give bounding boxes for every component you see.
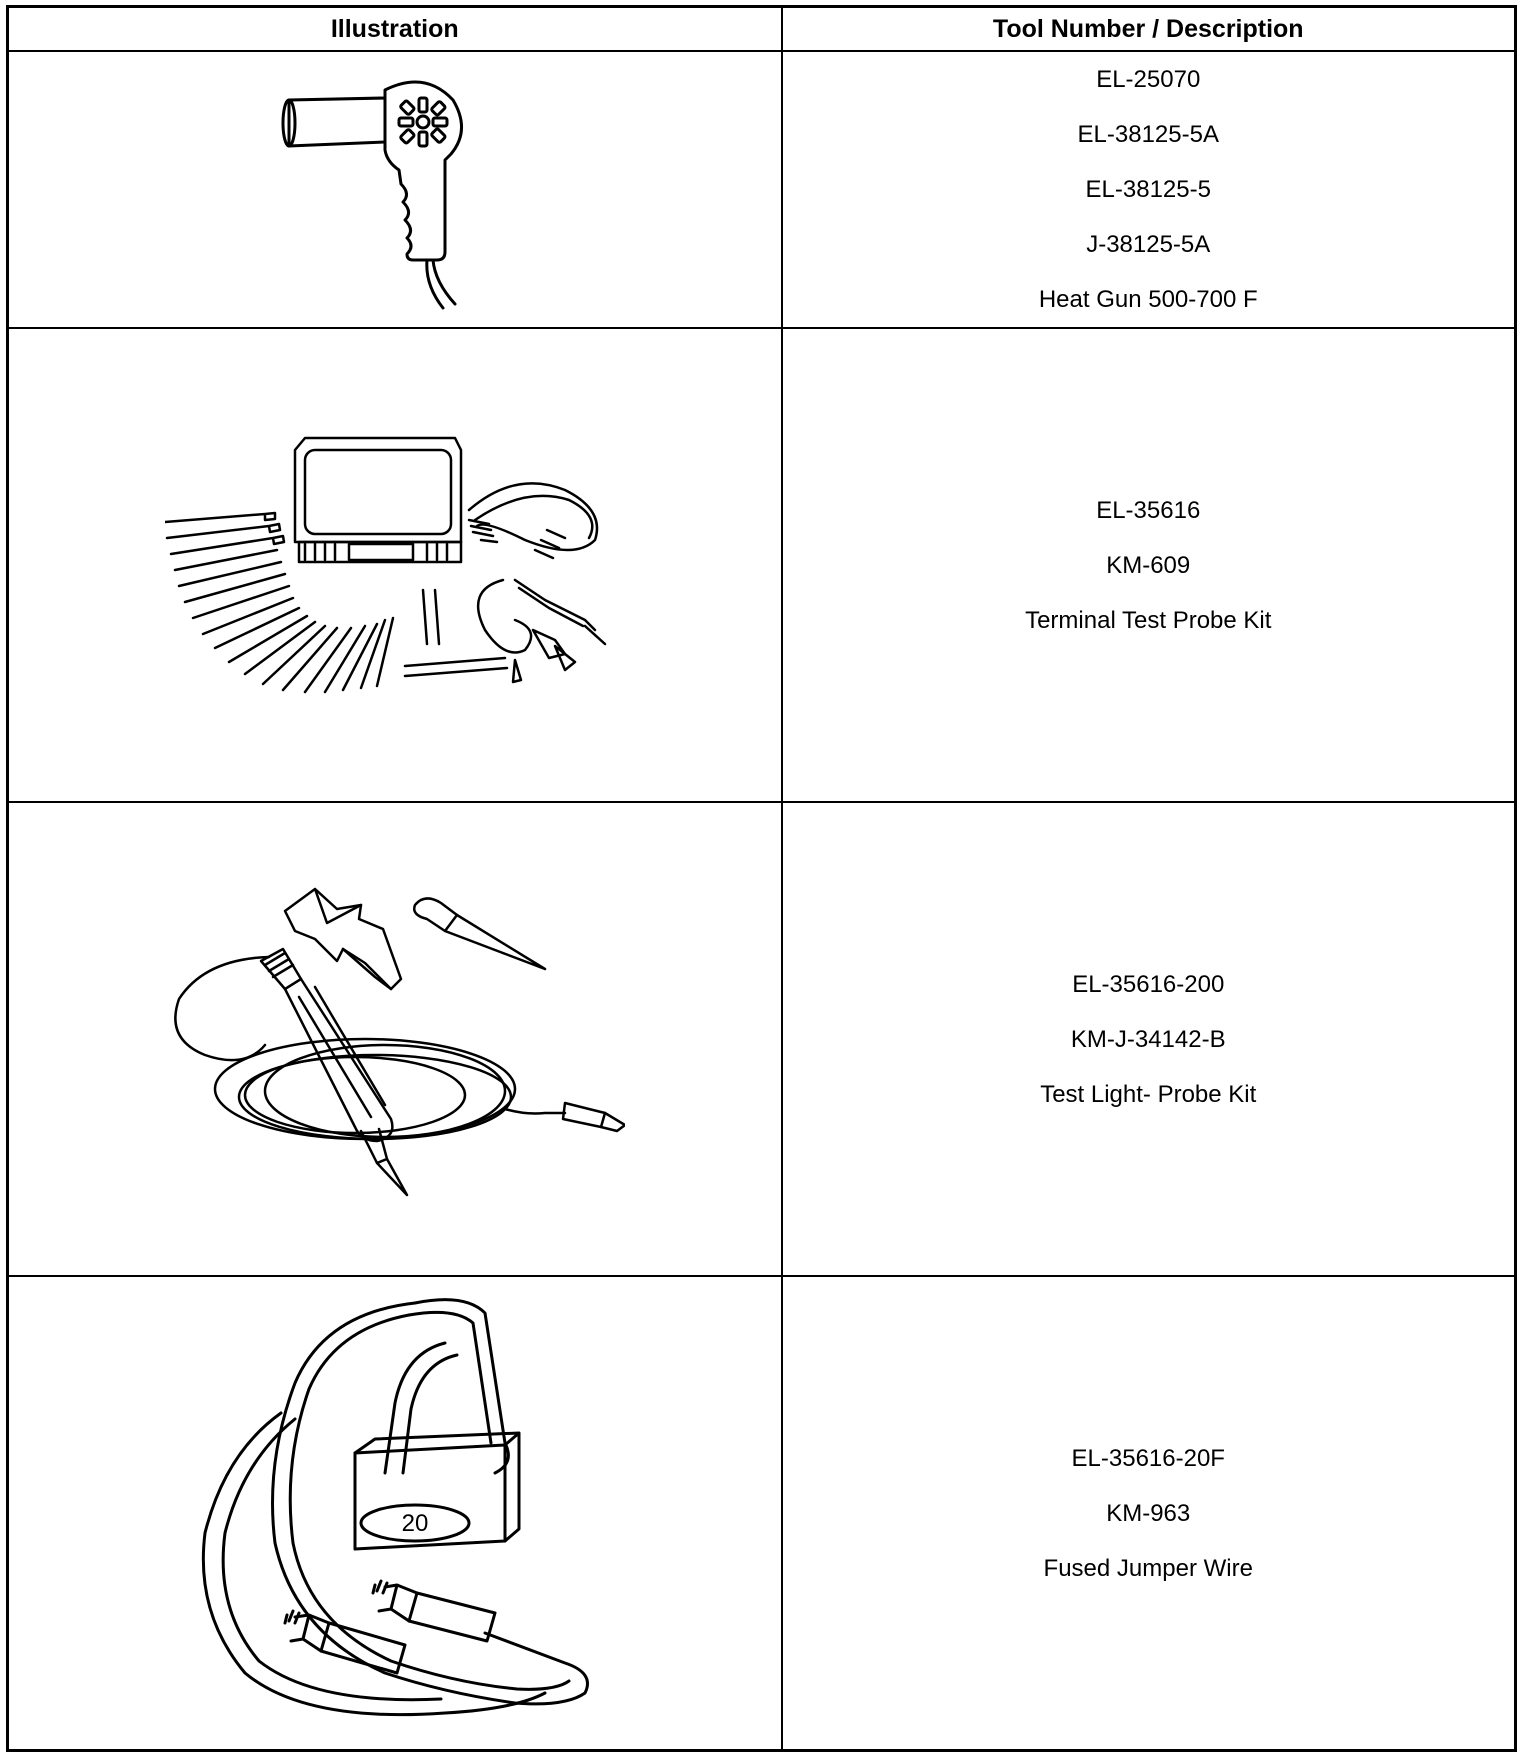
heat-gun-icon bbox=[275, 70, 515, 310]
tool-description: Test Light- Probe Kit bbox=[1040, 1080, 1257, 1108]
description-cell bbox=[782, 1276, 1516, 1751]
header-row bbox=[8, 7, 1516, 52]
tool-number: KM-963 bbox=[1106, 1499, 1191, 1527]
test-light-probe-kit-icon bbox=[165, 869, 625, 1209]
special-tools-table bbox=[6, 5, 1517, 1752]
illustration-cell bbox=[8, 1276, 782, 1751]
tool-description: Fused Jumper Wire bbox=[1043, 1554, 1253, 1582]
tool-number: KM-609 bbox=[1106, 551, 1191, 579]
illustration-cell bbox=[8, 802, 782, 1276]
terminal-test-probe-kit-icon bbox=[165, 430, 625, 700]
tool-number: EL-38125-5 bbox=[1085, 176, 1211, 203]
tool-number: EL-35616-20F bbox=[1071, 1444, 1225, 1472]
tool-number: KM-J-34142-B bbox=[1070, 1025, 1226, 1053]
table-row bbox=[8, 328, 1516, 802]
tool-number: J-38125-5A bbox=[1086, 231, 1211, 258]
description-cell bbox=[782, 802, 1516, 1276]
header-tool-description: Tool Number / Description bbox=[782, 7, 1516, 52]
tool-number: EL-35616-200 bbox=[1072, 970, 1225, 998]
description-cell bbox=[782, 328, 1516, 802]
tool-number: EL-25070 bbox=[1096, 66, 1201, 93]
table-row bbox=[8, 1276, 1516, 1751]
table-row bbox=[8, 51, 1516, 328]
fuse-rating-label: 20 bbox=[401, 1510, 429, 1537]
header-illustration: Illustration bbox=[8, 7, 782, 52]
tool-description: Terminal Test Probe Kit bbox=[1025, 606, 1272, 634]
illustration-cell bbox=[8, 51, 782, 328]
tool-description: Heat Gun 500-700 F bbox=[1038, 286, 1258, 313]
illustration-cell bbox=[8, 328, 782, 802]
description-cell bbox=[782, 51, 1516, 328]
tool-number: EL-38125-5A bbox=[1077, 121, 1219, 148]
tool-number: EL-35616 bbox=[1096, 496, 1201, 524]
fused-jumper-wire-icon bbox=[185, 1293, 605, 1733]
table-row bbox=[8, 802, 1516, 1276]
